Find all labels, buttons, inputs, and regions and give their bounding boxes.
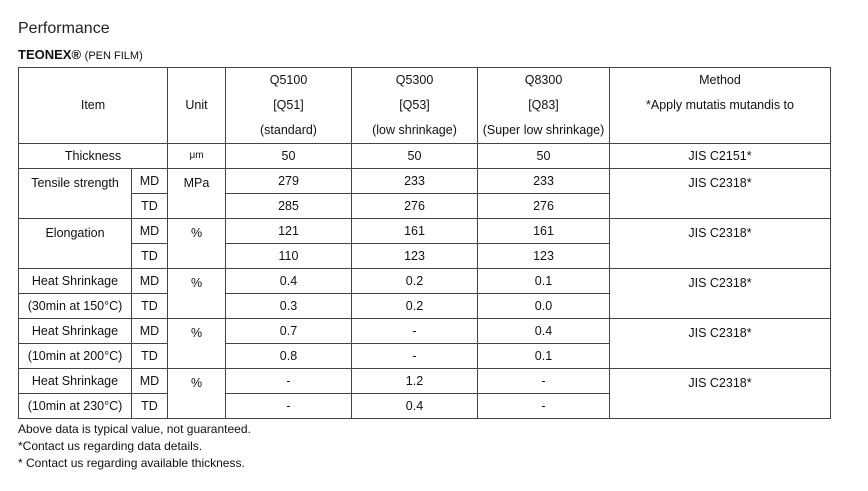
hs200-td-q8300: 0.1	[478, 344, 610, 369]
tensile-md-q5100: 279	[226, 169, 352, 194]
hs230-label1: Heat Shrinkage	[19, 369, 132, 394]
hs150-label2: (30min at 150°C)	[19, 294, 132, 319]
elongation-td-q5300: 123	[352, 244, 478, 269]
header-q8300-line3: (Super low shrinkage)	[482, 123, 605, 137]
elongation-md-q5100: 121	[226, 219, 352, 244]
footnote: * Contact us regarding available thickness.	[18, 456, 245, 470]
tensile-td-q5300: 276	[352, 194, 478, 219]
thickness-q5300: 50	[352, 144, 478, 169]
hs200-md-q8300: 0.4	[478, 319, 610, 344]
tensile-td-q8300: 276	[478, 194, 610, 219]
header-q8300-line1: Q8300	[524, 73, 563, 87]
hs230-unit: %	[168, 369, 226, 419]
hs150-unit: %	[168, 269, 226, 319]
table-row	[19, 144, 831, 169]
hs150-md-q5100: 0.4	[226, 269, 352, 294]
elongation-td-q5100: 110	[226, 244, 352, 269]
header-q5100-line3: (standard)	[260, 123, 317, 137]
page-title: Performance	[18, 20, 110, 37]
hs200-md-q5300: -	[352, 319, 478, 344]
header-q5300-line1: Q5300	[395, 73, 434, 87]
hs200-td-q5100: 0.8	[226, 344, 352, 369]
hs150-md-q8300: 0.1	[478, 269, 610, 294]
tensile-md-q8300: 233	[478, 169, 610, 194]
header-q8300-line2: [Q83]	[528, 98, 559, 112]
performance-table	[18, 67, 831, 419]
elongation-md-q5300: 161	[352, 219, 478, 244]
header-q5100-line2: [Q51]	[273, 98, 304, 112]
hs230-td-q5100: -	[226, 394, 352, 419]
header-unit: Unit	[168, 68, 226, 144]
direction-td: TD	[132, 294, 168, 319]
brand-name: TEONEX®	[18, 47, 82, 62]
thickness-label: Thickness	[19, 144, 168, 169]
header-row	[19, 68, 831, 144]
tensile-td-q5100: 285	[226, 194, 352, 219]
hs200-td-q5300: -	[352, 344, 478, 369]
elongation-label: Elongation	[19, 219, 132, 269]
hs230-md-q8300: -	[478, 369, 610, 394]
header-q8300	[478, 68, 610, 144]
elongation-md-q8300: 161	[478, 219, 610, 244]
table-row	[19, 169, 831, 194]
hs200-unit: %	[168, 319, 226, 369]
direction-td: TD	[132, 394, 168, 419]
header-q5100	[226, 68, 352, 144]
hs230-md-q5100: -	[226, 369, 352, 394]
elongation-unit: %	[168, 219, 226, 269]
direction-td: TD	[132, 194, 168, 219]
thickness-unit: μm	[168, 144, 226, 169]
table-row	[19, 219, 831, 244]
hs200-md-q5100: 0.7	[226, 319, 352, 344]
hs150-td-q5300: 0.2	[352, 294, 478, 319]
tensile-md-q5300: 233	[352, 169, 478, 194]
direction-md: MD	[132, 319, 168, 344]
hs150-td-q5100: 0.3	[226, 294, 352, 319]
brand-subtitle: (PEN FILM)	[84, 50, 143, 62]
direction-md: MD	[132, 169, 168, 194]
footnote: *Contact us regarding data details.	[18, 439, 203, 453]
header-method-line1: Method	[699, 73, 741, 87]
elongation-method: JIS C2318*	[610, 219, 831, 269]
hs150-td-q8300: 0.0	[478, 294, 610, 319]
elongation-td-q8300: 123	[478, 244, 610, 269]
header-method-line2: *Apply mutatis mutandis to	[646, 98, 794, 112]
header-q5100-line1: Q5100	[269, 73, 308, 87]
table-row	[19, 369, 831, 394]
brand-heading	[18, 47, 143, 62]
hs230-method: JIS C2318*	[610, 369, 831, 419]
direction-md: MD	[132, 369, 168, 394]
header-q5300-line2: [Q53]	[399, 98, 430, 112]
tensile-label: Tensile strength	[19, 169, 132, 219]
hs150-md-q5300: 0.2	[352, 269, 478, 294]
footnotes	[18, 421, 251, 472]
hs230-label2: (10min at 230°C)	[19, 394, 132, 419]
hs230-md-q5300: 1.2	[352, 369, 478, 394]
direction-md: MD	[132, 219, 168, 244]
header-item: Item	[19, 68, 168, 144]
thickness-q8300: 50	[478, 144, 610, 169]
table-row	[19, 319, 831, 344]
hs200-method: JIS C2318*	[610, 319, 831, 369]
thickness-q5100: 50	[226, 144, 352, 169]
table-row	[19, 269, 831, 294]
header-method	[610, 68, 831, 144]
direction-td: TD	[132, 344, 168, 369]
hs230-td-q5300: 0.4	[352, 394, 478, 419]
thickness-method: JIS C2151*	[610, 144, 831, 169]
hs200-label2: (10min at 200°C)	[19, 344, 132, 369]
hs150-label1: Heat Shrinkage	[19, 269, 132, 294]
tensile-method: JIS C2318*	[610, 169, 831, 219]
header-q5300-line3: (low shrinkage)	[372, 123, 457, 137]
direction-md: MD	[132, 269, 168, 294]
hs200-label1: Heat Shrinkage	[19, 319, 132, 344]
header-q5300	[352, 68, 478, 144]
hs150-method: JIS C2318*	[610, 269, 831, 319]
footnote: Above data is typical value, not guaranteed.	[18, 422, 251, 436]
tensile-unit: MPa	[168, 169, 226, 219]
hs230-td-q8300: -	[478, 394, 610, 419]
direction-td: TD	[132, 244, 168, 269]
